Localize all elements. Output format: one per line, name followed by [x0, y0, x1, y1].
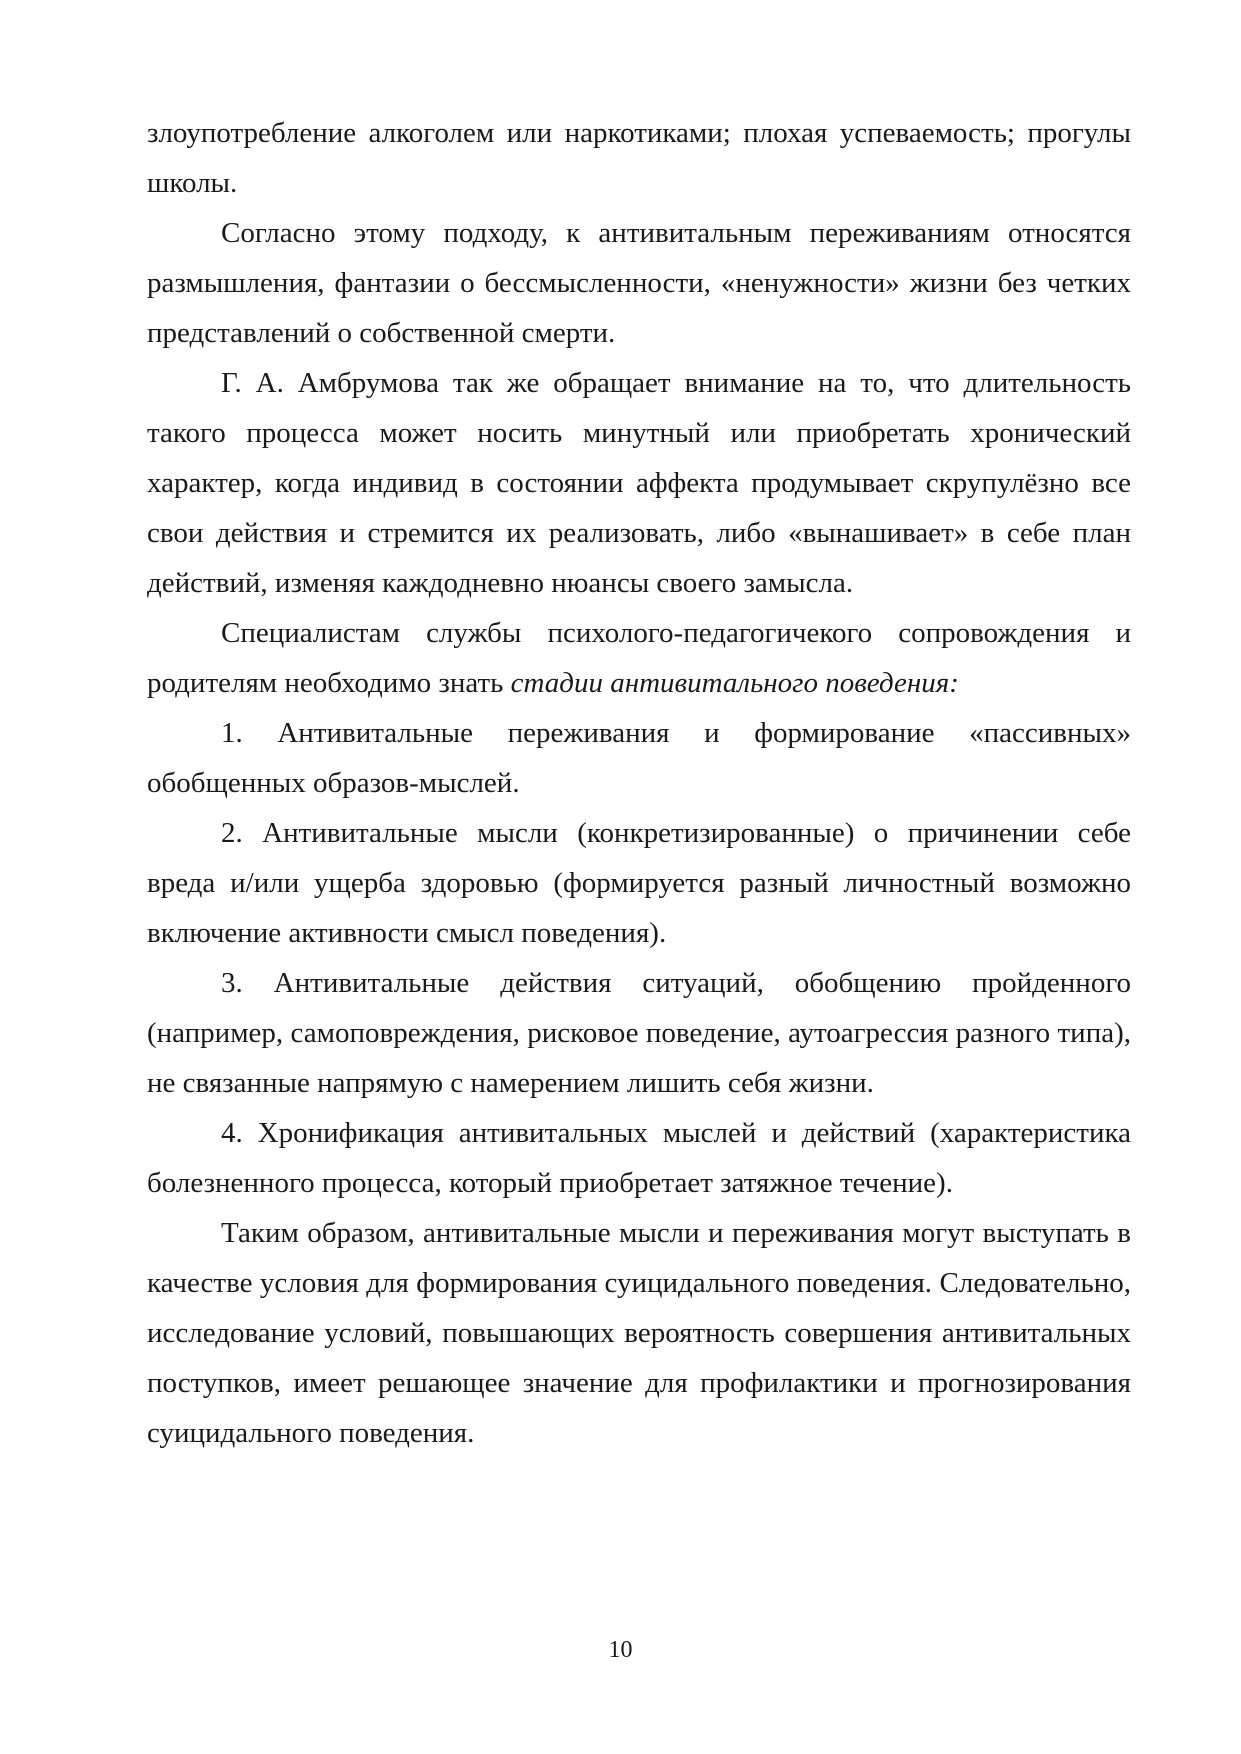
- paragraph-continuation: злоупотребление алкоголем или наркотиками; плохая успеваемость; прогулы школы.: [147, 117, 1131, 199]
- stage-item-3: 3. Антивитальные действия ситуаций, обобщению пройденного (например, самоповреждения, рисковое поведение, аутоагрессия разного типа), не связанные напрямую с намерением лишить себя жизни.: [147, 967, 1131, 1099]
- paragraph-antivital-experiences: Согласно этому подходу, к антивитальным переживаниям относятся размышления, фантазии о бессмысленности, «ненужности» жизни без четких представлений о собственной смерти.: [147, 217, 1131, 349]
- stage-item-4: 4. Хронификация антивитальных мыслей и действий (характеристика болезненного процесса, который приобретает затяжное течение).: [147, 1117, 1131, 1199]
- body-text: [147, 108, 1131, 1458]
- paragraph-stages-intro: [147, 608, 1131, 708]
- stages-intro-emphasis: стадии антивитального поведения:: [510, 667, 959, 699]
- page-number: 10: [608, 1637, 633, 1663]
- paragraph-ambrumova: Г. А. Амбрумова так же обращает внимание на то, что длительность такого процесса может носить минутный или приобретать хронический характер, когда индивид в состоянии аффекта продумывает скрупулёзно все свои действия и стремится их реализовать, либо «вынашивает» в себе план действий, изменяя каждодневно нюансы своего замысла.: [147, 367, 1131, 599]
- paragraph-conclusion: Таким образом, антивитальные мысли и переживания могут выступать в качестве условия для формирования суицидального поведения. Следовательно, исследование условий, повышающих вероятность совершения антивитальных поступков, имеет решающее значение для профилактики и прогнозирования суицидального поведения.: [147, 1217, 1131, 1449]
- stages-intro-text: Специалистам службы психолого-педагогичекого сопровождения и родителям необходимо знать: [147, 617, 1131, 699]
- stage-item-1: 1. Антивитальные переживания и формирование «пассивных» обобщенных образов-мыслей.: [147, 717, 1131, 799]
- stage-item-2: 2. Антивитальные мысли (конкретизированные) о причинении себе вреда и/или ущерба здоровью (формируется разный личностный возможно включение активности смысл поведения).: [147, 817, 1131, 949]
